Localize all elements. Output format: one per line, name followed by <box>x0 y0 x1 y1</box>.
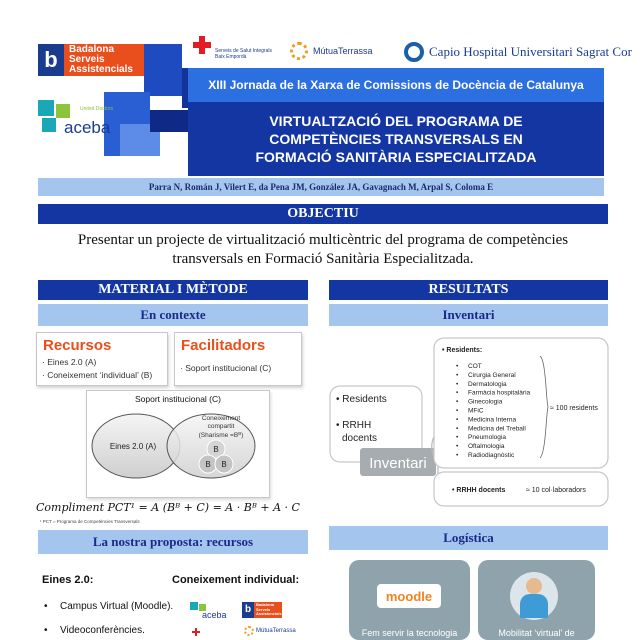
doctor-icon <box>510 572 558 620</box>
inventari-label: Inventari <box>369 455 427 472</box>
recursos-card <box>36 332 168 386</box>
capio-ring-icon <box>404 42 424 62</box>
capio-logo <box>404 40 636 64</box>
mobility-card <box>478 560 595 640</box>
rrhh-count: ≈ 10 col·laboradors <box>526 487 586 494</box>
objectiu-line: transversals en Formació Sanitària Especialitzada. <box>172 251 474 267</box>
venn-b-left: B <box>205 460 211 469</box>
specialty-item: Cirurgia General <box>468 371 516 379</box>
mutua-sun-icon <box>290 42 308 60</box>
inventari-subheading: Inventari <box>329 304 608 326</box>
specialty-bullet-icon: • <box>456 389 459 397</box>
inventari-rrhh-2: docents <box>342 433 378 444</box>
venn-b-top: B <box>213 445 219 454</box>
specialty-bullet-icon: • <box>456 416 459 424</box>
eines-bullet-icon: • <box>44 601 48 612</box>
conference-banner: XIII Jornada de la Xarxa de Comissions de Docència de Catalunya <box>188 68 604 102</box>
mini-mutua-sun-icon <box>244 626 254 636</box>
specialty-bullet-icon: • <box>456 398 459 406</box>
recursos-title: Recursos <box>43 337 112 354</box>
specialty-bullet-icon: • <box>456 434 459 442</box>
specialty-bullet-icon: • <box>456 407 459 415</box>
specialty-item: Medicina del Treball <box>468 425 526 433</box>
moodle-logo: moodle <box>377 584 441 608</box>
decor-block <box>150 110 188 132</box>
eines-bullet-icon: • <box>44 625 48 636</box>
moodle-card <box>349 560 470 640</box>
mutua-logo <box>290 40 380 62</box>
aceba-logo-text: aceba <box>64 118 111 137</box>
title-line: FORMACIÓ SANITÀRIA ESPECIALITZADA <box>255 149 537 165</box>
proposta-subheading: La nostra proposta: recursos <box>38 530 308 554</box>
poster-title <box>188 102 604 176</box>
eines-item: Videoconferències. <box>60 625 145 636</box>
specialty-bullet-icon: • <box>456 425 459 433</box>
objectiu-heading: OBJECTIU <box>38 204 608 224</box>
objectiu-line: Presentar un projecte de virtualització multicèntric del programa de competències <box>77 232 569 248</box>
specialty-item: Radiodiagnòstic <box>468 452 515 459</box>
mutua-logo-text: MútuaTerrassa <box>313 46 373 56</box>
specialty-item: Farmàcia hospitalària <box>468 389 531 397</box>
authors: Parra N, Román J, Vilert E, da Pena JM, González JA, Gavagnach M, Arpal S, Coloma E <box>38 178 604 196</box>
residents-count: ≈ 100 residents <box>550 405 598 412</box>
specialty-bullet-icon: • <box>456 371 459 379</box>
specialty-item: MFiC <box>468 407 484 415</box>
formula-footnote: ¹ PCT = Programa de Competències Transversals <box>40 519 140 524</box>
specialty-bullet-icon: • <box>456 363 459 370</box>
mini-ssi-cross-icon <box>192 628 200 636</box>
venn-right-line3-main: (Sharisme =B <box>198 432 239 439</box>
title-line: COMPETÈNCIES TRANSVERSALS EN <box>269 131 523 147</box>
mini-aceba-logo: aceba <box>202 610 227 620</box>
recursos-item: · Eines 2.0 (A) <box>42 357 97 367</box>
mini-badalona-text: Badalona Serveis Assistencials <box>256 602 282 617</box>
specialty-item: Dermatologia <box>468 380 507 388</box>
venn-b-right: B <box>221 460 227 469</box>
decor-block <box>144 44 182 96</box>
venn-right-sup: B <box>238 431 242 436</box>
compliment-formula: Compliment PCT¹ = A (Bᴮ + C) = A · Bᴮ + A · C <box>36 501 300 514</box>
venn-title: Soport institucional (C) <box>135 394 221 404</box>
facilitadors-item: · Soport institucional (C) <box>180 363 272 373</box>
specialty-item: Pneumologia <box>468 434 506 442</box>
specialty-item: Oftalmologia <box>468 443 505 451</box>
venn-right-line3 <box>199 431 244 439</box>
badalona-logo-line2: Serveis <box>69 54 105 65</box>
partner-logos <box>186 600 306 640</box>
specialty-item: COT <box>468 363 482 370</box>
capio-logo-text: Capio Hospital Universitari Sagrat Cor <box>429 44 632 59</box>
inventari-residents: • Residents <box>336 394 387 405</box>
objectiu-text <box>40 231 606 269</box>
mini-mutua-logo: MútuaTerrassa <box>256 628 296 634</box>
aceba-tagline: United Doctors <box>80 106 114 112</box>
specialty-item: Medicina Interna <box>468 416 517 424</box>
badalona-logo-line1: Badalona <box>69 44 115 55</box>
mini-badalona-logo <box>242 602 282 618</box>
ssi-logo-line2: Baix Empordà <box>215 54 247 60</box>
inventari-diagram <box>326 330 610 514</box>
facilitadors-card <box>174 332 302 386</box>
badalona-logo-letter: b <box>38 44 64 76</box>
facilitadors-title: Facilitadors <box>181 337 266 354</box>
eines-item: Campus Virtual (Moodle). <box>60 601 174 612</box>
aceba-logo <box>38 100 138 140</box>
specialty-item: Ginecologia <box>468 398 503 406</box>
ssi-logo <box>193 34 283 64</box>
venn-right-line1: Coneixement <box>201 415 241 422</box>
rrhh-title: • RRHH docents <box>452 487 506 494</box>
resultats-heading: RESULTATS <box>329 280 608 300</box>
logistica-subheading: Logística <box>329 526 608 550</box>
venn-right-line2: compartit <box>207 423 235 430</box>
specialty-bullet-icon: • <box>456 443 459 451</box>
badalona-logo-line3: Assistencials <box>69 64 133 75</box>
badalona-logo <box>38 44 144 76</box>
residents-box <box>434 338 608 468</box>
ssi-cross-icon <box>193 36 211 54</box>
inventari-rrhh-1: • RRHH <box>336 420 372 431</box>
recursos-item: · Coneixement ‘individual’ (B) <box>42 370 153 380</box>
specialty-bullet-icon: • <box>456 452 459 459</box>
specialty-bullet-icon: • <box>456 380 459 388</box>
mobility-card-caption: Mobilitat ‘virtual’ de <box>498 628 575 638</box>
context-subheading: En contexte <box>38 304 308 326</box>
coneixement-title: Coneixement individual: <box>172 574 300 586</box>
ssi-logo-line1: Serveis de Salut Integrals <box>215 48 272 54</box>
eines-title: Eines 2.0: <box>42 574 94 586</box>
venn-diagram <box>86 390 270 498</box>
residents-title: • Residents: <box>442 347 483 354</box>
venn-left-label: Eines 2.0 (A) <box>109 442 157 451</box>
moodle-card-caption: Fem servir la tecnologia <box>361 628 458 638</box>
title-line: VIRTUALTZACIÓ DEL PROGRAMA DE <box>269 113 523 129</box>
material-heading: MATERIAL I MÈTODE <box>38 280 308 300</box>
mini-badalona-letter: b <box>242 602 254 618</box>
venn-right-close: ) <box>241 432 244 439</box>
